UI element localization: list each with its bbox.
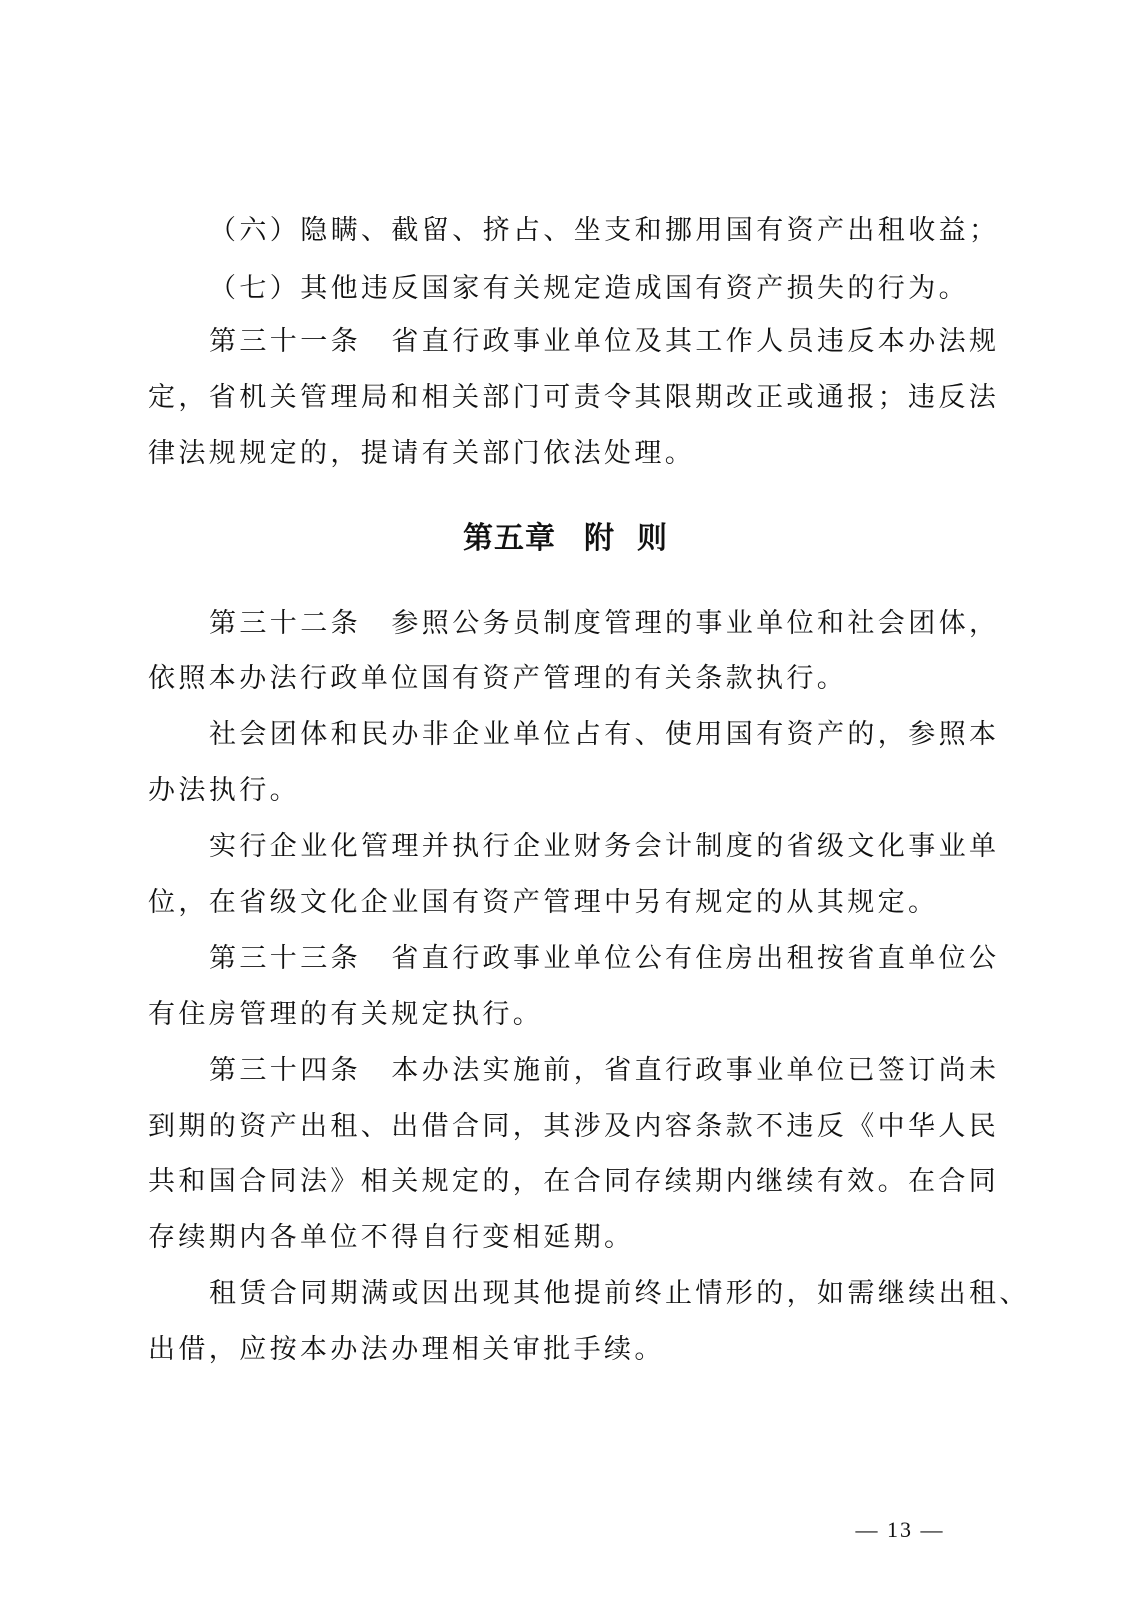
paragraph-social-groups-line-1: 社会团体和民办非企业单位占有、使用国有资产的，参照本 [209,719,1000,750]
article-34-line-1: 第三十四条 本办法实施前，省直行政事业单位已签订尚未 [209,1055,1000,1086]
chapter-heading [0,510,1131,568]
chapter-number: 第五章 [463,521,556,556]
page-number: — 13 — [855,1517,945,1542]
article-33-line-1: 第三十三条 省直行政事业单位公有住房出租按省直单位公 [209,943,1000,974]
article-31-line-1: 第三十一条 省直行政事业单位及其工作人员违反本办法规 [209,326,1000,357]
article-34-line-4: 存续期内各单位不得自行变相延期。 [148,1222,635,1253]
article-33-line-2: 有住房管理的有关规定执行。 [148,999,544,1030]
clause-item-6: （六）隐瞒、截留、挤占、坐支和挪用国有资产出租收益； [209,215,1000,246]
article-32-line-1: 第三十二条 参照公务员制度管理的事业单位和社会团体， [209,608,1000,639]
chapter-title-part-2: 则 [637,521,668,556]
article-32-line-2: 依照本办法行政单位国有资产管理的有关条款执行。 [148,663,848,694]
paragraph-social-groups-line-2: 办法执行。 [148,775,300,806]
paragraph-cultural-units-line-2: 位，在省级文化企业国有资产管理中另有规定的从其规定。 [148,887,939,918]
article-34-line-3: 共和国合同法》相关规定的，在合同存续期内继续有效。在合同 [148,1166,1000,1197]
article-34-line-2: 到期的资产出租、出借合同，其涉及内容条款不违反《中华人民 [148,1111,1000,1142]
clause-item-7: （七）其他违反国家有关规定造成国有资产损失的行为。 [209,273,969,304]
article-31-line-2: 定，省机关管理局和相关部门可责令其限期改正或通报；违反法 [148,382,1000,413]
article-31-line-3: 律法规规定的，提请有关部门依法处理。 [148,438,696,469]
chapter-title-part-1: 附 [584,521,615,556]
paragraph-cultural-units-line-1: 实行企业化管理并执行企业财务会计制度的省级文化事业单 [209,831,1000,862]
paragraph-lease-expiry-line-1: 租赁合同期满或因出现其他提前终止情形的，如需继续出租、 [209,1278,1030,1309]
paragraph-lease-expiry-line-2: 出借，应按本办法办理相关审批手续。 [148,1334,665,1365]
